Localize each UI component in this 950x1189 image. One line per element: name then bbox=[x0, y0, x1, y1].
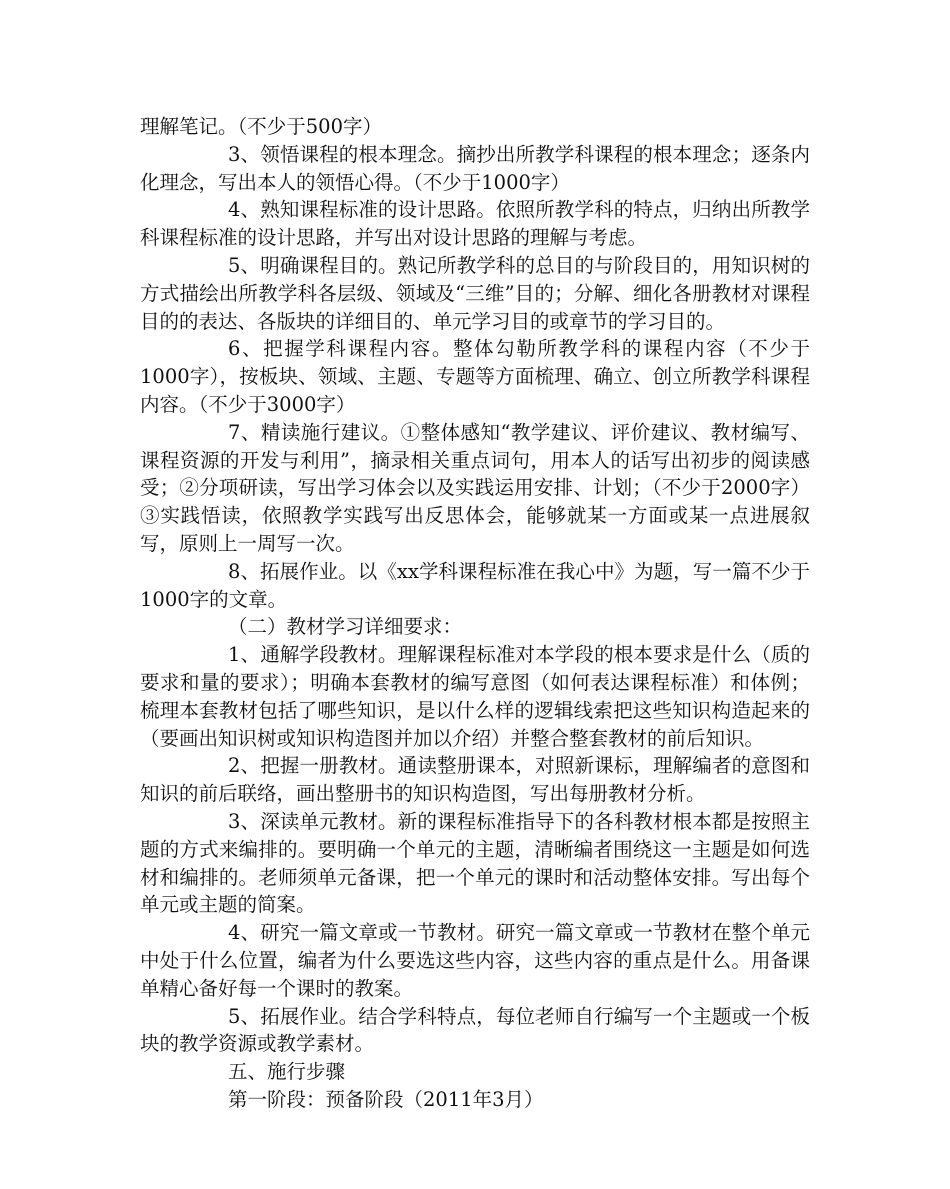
paragraph-textbook-item-4: 4、研究一篇文章或一节教材。研究一篇文章或一节教材在整个单元中处于什么位置，编者为什么要选这些内容，这些内容的重点是什么。用备课单精心备好每一个课时的教案。 bbox=[140, 921, 810, 1000]
paragraph-item-8-extension-work: 8、拓展作业。以《xx学科课程标准在我心中》为题，写一篇不少于1000字的文章。 bbox=[140, 559, 810, 611]
section-heading-textbook-requirements: （二）教材学习详细要求： bbox=[228, 615, 463, 639]
paragraph-item-3-core-concepts: 3、领悟课程的根本理念。摘抄出所教学科课程的根本理念；逐条内化理念，写出本人的领悟心得。（不少于1000字） bbox=[140, 142, 810, 194]
paragraph-textbook-item-5: 5、拓展作业。结合学科特点，每位老师自行编写一个主题或一个板块的教学资源或教学素材。 bbox=[140, 1004, 810, 1056]
section-heading-implementation-steps: 五、施行步骤 bbox=[228, 1060, 346, 1084]
paragraph-textbook-item-1: 1、通解学段教材。理解课程标准对本学段的根本要求是什么（质的要求和量的要求）；明确本套教材的编写意图（如何表达课程标准）和体例；梳理本套教材包括了哪些知识，是以什么样的逻辑线索把这些知识构造起来的（要画出知识树或知识构造图并加以介绍）并整合整套教材的前后知识。 bbox=[140, 643, 810, 750]
paragraph-continuation: 理解笔记。（不少于500字） bbox=[140, 115, 382, 138]
paragraph-item-6-course-content: 6、把握学科课程内容。整体勾勒所教学科的课程内容（不少于1000字），按板块、领域、主题、专题等方面梳理、确立、创立所教学科课程内容。（不少于3000字） bbox=[140, 337, 810, 416]
paragraph-item-5-course-goals: 5、明确课程目的。熟记所教学科的总目的与阶段目的，用知识树的方式描绘出所教学科各层级、领域及“三维”目的；分解、细化各册教材对课程目的的表达、各版块的详细目的、单元学习目的或章节的学习目的。 bbox=[140, 253, 810, 333]
paragraph-item-7-implementation-advice: 7、精读施行建议。①整体感知“教学建议、评价建议、教材编写、课程资源的开发与利用”，摘录相关重点词句，用本人的话写出初步的阅读感受；②分项研读，写出学习体会以及实践运用安排、计划；（不少于2000字）③实践悟读，依照教学实践写出反思体会，能够就某一方面或某一点进展叙写，原则上一周写一次。 bbox=[140, 420, 810, 555]
paragraph-textbook-item-3: 3、深读单元教材。新的课程标准指导下的各科教材根本都是按照主题的方式来编排的。要明确一个单元的主题，清晰编者围绕这一主题是如何选材和编排的。老师须单元备课，把一个单元的课时和活动整体安排。写出每个单元或主题的简案。 bbox=[140, 809, 810, 917]
paragraph-item-4-design-ideas: 4、熟知课程标准的设计思路。依照所教学科的特点，归纳出所教学科课程标准的设计思路，并写出对设计思路的理解与考虑。 bbox=[140, 198, 810, 250]
paragraph-phase-one: 第一阶段：预备阶段（2011年3月） bbox=[228, 1087, 544, 1111]
document-page bbox=[140, 113, 810, 1114]
paragraph-textbook-item-2: 2、把握一册教材。通读整册课本，对照新课标，理解编者的意图和知识的前后联络，画出整册书的知识构造图，写出每册教材分析。 bbox=[140, 754, 810, 806]
